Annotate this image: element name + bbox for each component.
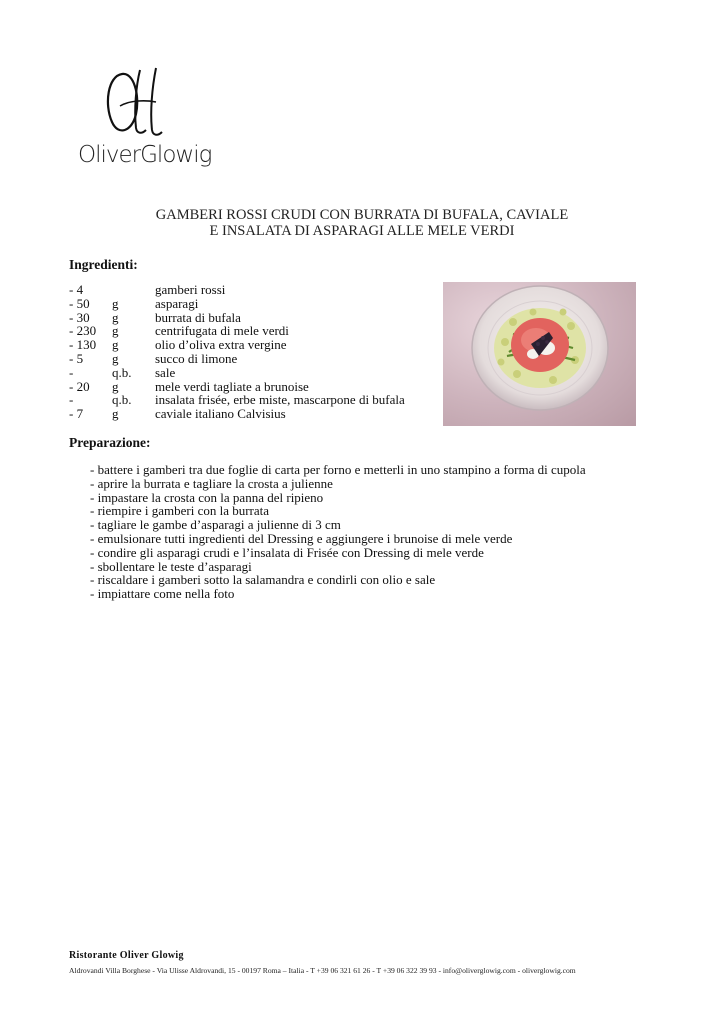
preparation-step: - battere i gamberi tra due foglie di carta per forno e metterli in uno stampino a forma di cupola	[90, 462, 586, 477]
preparation-step: - impiattare come nella foto	[90, 586, 235, 602]
ingredient-unit: q.b.	[112, 364, 132, 380]
ingredient-unit: g	[112, 337, 119, 353]
ingredient-name: olio d’oliva extra vergine	[155, 337, 287, 353]
footer-address: Aldrovandi Villa Borghese - Via Ulisse Aldrovandi, 15 - 00197 Roma – Italia - T +39 06 321 61 26 - T +39 06 322 39 93 - info@oliverglowig.com - oliverglowig.com	[69, 966, 576, 975]
ingredient-name: insalata frisée, erbe miste, mascarpone di bufala	[155, 392, 405, 408]
ingredient-unit: g	[112, 295, 119, 311]
preparation-heading: Preparazione:	[69, 435, 151, 450]
ingredient-qty: - 230	[69, 323, 97, 339]
ingredient-name: centrifugata di mele verdi	[155, 323, 289, 339]
ingredient-name: mele verdi tagliate a brunoise	[155, 378, 309, 394]
ingredient-name: succo di limone	[155, 350, 238, 366]
preparation-step: - emulsionare tutti ingredienti del Dressing e aggiungere i brunoise di mele verde	[90, 530, 513, 546]
preparation-step: - riempire i gamberi con la burrata	[90, 503, 270, 519]
ingredient-name: caviale italiano Calvisius	[155, 406, 286, 422]
ingredient-name: burrata di bufala	[155, 309, 241, 325]
preparation-list	[90, 463, 586, 601]
preparation-step: - aprire la burrata e tagliare la crosta a julienne	[90, 475, 333, 491]
ingredient-qty: - 30	[69, 309, 90, 325]
logo	[76, 66, 212, 176]
ingredient-qty: - 20	[69, 378, 90, 394]
preparation-step: - impastare la crosta con la panna del ripieno	[90, 489, 324, 505]
ingredient-unit: q.b.	[112, 392, 132, 408]
dish-photo-icon	[443, 282, 636, 426]
logo-wordmark: OliverGlowig	[78, 142, 212, 168]
ingredient-name: gamberi rossi	[155, 282, 226, 297]
og-monogram-logo-icon	[100, 66, 170, 138]
dish-photo	[443, 282, 636, 426]
ingredient-name: sale	[155, 364, 176, 380]
ingredient-qty: -	[69, 392, 74, 408]
preparation-step: - condire gli asparagi crudi e l’insalata di Frisée con Dressing di mele verde	[90, 544, 484, 560]
footer-restaurant-name: Ristorante Oliver Glowig	[69, 950, 184, 961]
preparation-step: - sbollentare le teste d’asparagi	[90, 558, 252, 574]
ingredient-qty: - 5	[69, 350, 84, 366]
ingredient-qty: - 7	[69, 406, 84, 422]
preparation-step: - tagliare le gambe d’asparagi a julienne di 3 cm	[90, 517, 341, 533]
ingredient-unit: g	[112, 323, 119, 339]
ingredient-name: asparagi	[155, 295, 199, 311]
recipe-title-line1: GAMBERI ROSSI CRUDI CON BURRATA DI BUFALA, CAVIALE	[155, 207, 569, 223]
ingredient-qty: - 50	[69, 295, 90, 311]
ingredient-unit: g	[112, 406, 119, 422]
ingredient-qty: - 130	[69, 337, 97, 353]
recipe-title	[100, 207, 624, 239]
ingredient-unit: g	[112, 350, 119, 366]
ingredient-qty: -	[69, 364, 74, 380]
preparation-step: - riscaldare i gamberi sotto la salamandra e condirli con olio e sale	[90, 572, 436, 588]
ingredient-unit: g	[112, 378, 119, 394]
ingredient-qty: - 4	[69, 282, 84, 297]
ingredient-unit: g	[112, 309, 119, 325]
recipe-title-line2: E INSALATA DI ASPARAGI ALLE MELE VERDI	[209, 223, 515, 239]
ingredients-heading: Ingredienti:	[69, 257, 138, 272]
